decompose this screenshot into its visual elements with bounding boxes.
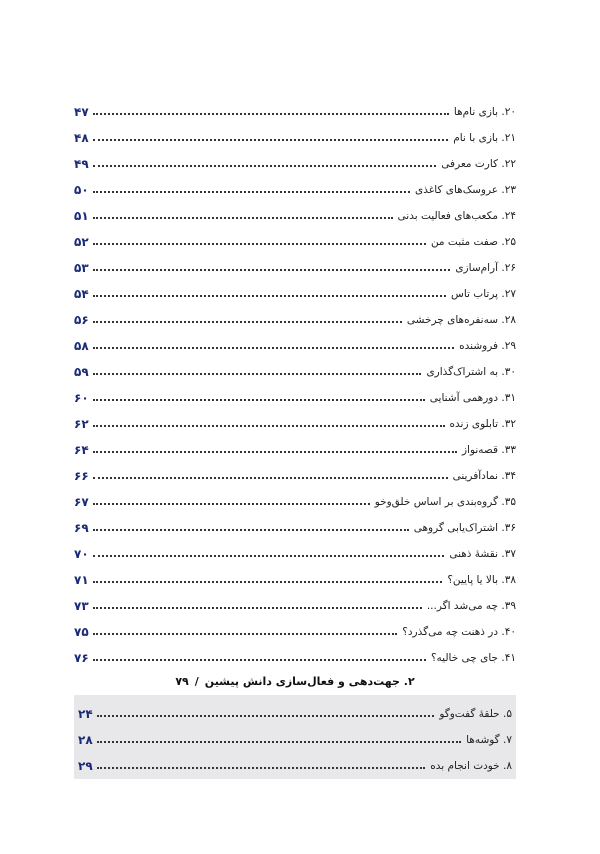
toc-entry-title: ۳۳. قصه‌نواز	[461, 444, 516, 456]
toc-row	[74, 535, 516, 561]
toc-entry-title: ۳۲. تابلوی زنده	[449, 418, 516, 430]
dot-leader	[97, 715, 434, 717]
toc-entry-title: ۲۱. بازی با نام	[453, 132, 516, 144]
toc-entry-page: ۷۳	[74, 599, 89, 613]
toc-row	[74, 431, 516, 457]
toc-entry-page: ۲۸	[78, 733, 93, 747]
toc-entry-page: ۲۴	[78, 707, 93, 721]
toc-row	[74, 301, 516, 327]
toc-row	[74, 223, 516, 249]
toc-row	[74, 145, 516, 171]
toc-entry-page: ۴۷	[74, 105, 89, 119]
toc-row	[74, 747, 516, 773]
dot-leader	[93, 659, 426, 661]
dot-leader	[93, 555, 444, 557]
toc-entry-page: ۶۹	[74, 521, 89, 535]
toc-entry-title: ۳۰. به اشتراک‌گذاری	[426, 366, 516, 378]
toc-entries	[74, 93, 516, 665]
toc-entry-title: ۳۴. نمادآفرینی	[452, 470, 516, 482]
toc-row	[74, 483, 516, 509]
toc-row	[74, 457, 516, 483]
toc-entry-title: ۲۸. سه‌نفره‌های چرخشی	[406, 314, 516, 326]
toc-row	[74, 197, 516, 223]
toc-entry-title: ۲۲. کارت معرفی	[441, 158, 516, 170]
dot-leader	[93, 399, 425, 401]
toc-entry-title: ۷. گوشه‌ها	[466, 734, 512, 746]
toc-entry-title: ۳۵. گروه‌بندی بر اساس خلق‌وخو	[374, 496, 516, 508]
dot-leader	[93, 607, 422, 609]
toc-row	[74, 275, 516, 301]
toc-entry-page: ۵۹	[74, 365, 89, 379]
toc-row	[74, 613, 516, 639]
dot-leader	[93, 139, 448, 141]
chapter-page: ۷۹	[175, 674, 189, 688]
toc-entry-title: ۴۱. جای چی خالیه؟	[430, 652, 516, 664]
toc-row	[74, 587, 516, 613]
toc-entry-title: ۳۷. نقشهٔ ذهنی	[449, 548, 516, 560]
dot-leader	[93, 165, 436, 167]
dot-leader	[93, 633, 397, 635]
toc-row	[74, 93, 516, 119]
toc-entry-page: ۶۶	[74, 469, 89, 483]
toc-row	[74, 327, 516, 353]
toc-entry-title: ۸. خودت انجام بده	[430, 760, 512, 772]
toc-entry-title: ۲۶. آرام‌سازی	[455, 262, 516, 274]
toc-row	[74, 509, 516, 535]
toc-row	[74, 171, 516, 197]
toc-row	[74, 353, 516, 379]
toc-row	[74, 405, 516, 431]
dot-leader	[93, 217, 393, 219]
toc-row	[74, 119, 516, 145]
toc-entry-page: ۷۱	[74, 573, 89, 587]
toc-entry-page: ۵۰	[74, 183, 89, 197]
toc-entry-title: ۲۳. عروسک‌های کاغذی	[415, 184, 516, 196]
toc-row	[74, 561, 516, 587]
toc-entry-title: ۳۸. بالا یا پایین؟	[447, 574, 516, 586]
toc-row	[74, 249, 516, 275]
dot-leader	[93, 503, 370, 505]
dot-leader	[93, 269, 450, 271]
toc-entry-title: ۳۶. اشتراک‌یابی گروهی	[413, 522, 516, 534]
toc-entry-page: ۶۷	[74, 495, 89, 509]
dot-leader	[97, 741, 461, 743]
dot-leader	[97, 767, 425, 769]
dot-leader	[93, 425, 445, 427]
dot-leader	[93, 113, 449, 115]
toc-entry-page: ۶۲	[74, 417, 89, 431]
toc-entry-page: ۶۴	[74, 443, 89, 457]
toc-entry-page: ۵۴	[74, 287, 89, 301]
dot-leader	[93, 373, 421, 375]
toc-row	[74, 639, 516, 665]
toc-entry-title: ۲۴. مکعب‌های فعالیت بدنی	[397, 210, 516, 222]
toc-entry-page: ۵۱	[74, 209, 89, 223]
dot-leader	[93, 529, 409, 531]
toc-row	[74, 721, 516, 747]
toc-entry-page: ۴۸	[74, 131, 89, 145]
toc-entry-page: ۶۰	[74, 391, 89, 405]
toc-entry-title: ۲۵. صفت مثبت من	[430, 236, 516, 248]
dot-leader	[93, 321, 402, 323]
toc-entry-page: ۴۹	[74, 157, 89, 171]
chapter-title: ۲. جهت‌دهی و فعال‌سازی دانش پیشین	[204, 674, 415, 688]
toc-entry-title: ۳۹. چه می‌شد اگر...	[426, 600, 516, 612]
toc-entry-title: ۴۰. در ذهنت چه می‌گذرد؟	[402, 626, 516, 638]
toc-entry-page: ۷۵	[74, 625, 89, 639]
toc-row	[74, 695, 516, 721]
toc-entry-page: ۷۶	[74, 651, 89, 665]
table-of-contents	[74, 93, 516, 779]
toc-entry-page: ۷۰	[74, 547, 89, 561]
dot-leader	[93, 477, 448, 479]
toc-entry-page: ۵۸	[74, 339, 89, 353]
dot-leader	[93, 191, 410, 193]
toc-entry-title: ۲۷. پرتاب تاس	[451, 288, 516, 300]
toc-entry-title: ۳۱. دورهمی آشنایی	[429, 392, 516, 404]
toc-entry-title: ۵. حلقهٔ گفت‌وگو	[439, 708, 512, 720]
toc-entry-page: ۵۶	[74, 313, 89, 327]
dot-leader	[93, 347, 454, 349]
dot-leader	[93, 581, 442, 583]
toc-entry-title: ۲۰. بازی نام‌ها	[453, 106, 516, 118]
toc-entry-page: ۲۹	[78, 759, 93, 773]
toc-entry-page: ۵۳	[74, 261, 89, 275]
dot-leader	[93, 243, 426, 245]
dot-leader	[93, 295, 446, 297]
toc-row	[74, 379, 516, 405]
chapter-separator: /	[194, 674, 199, 688]
chapter-heading	[74, 667, 516, 695]
toc-entry-page: ۵۲	[74, 235, 89, 249]
toc-entry-title: ۲۹. فروشنده	[459, 340, 516, 352]
chapter-section-box	[74, 695, 516, 779]
dot-leader	[93, 451, 457, 453]
